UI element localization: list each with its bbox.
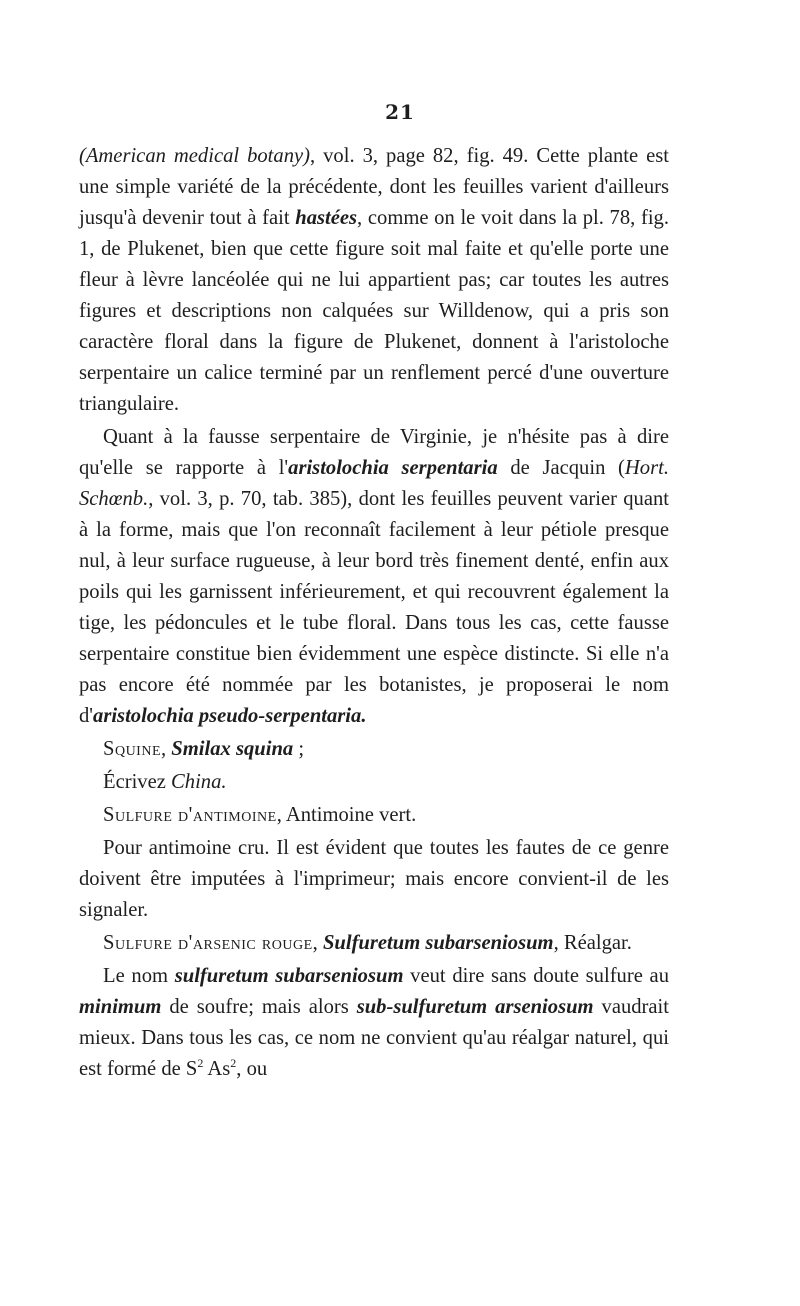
latin-term: sub-sulfuretum arseniosum [356,996,594,1018]
text-run: veut dire sans doute sulfure au [403,965,669,987]
paragraph-2 [79,422,669,732]
text-run: ; [293,738,305,760]
entry-heading: Sulfure d'arsenic rouge [103,932,313,954]
text-run: Écrivez [103,771,172,793]
emphasis: hastées [295,207,358,229]
text-run: , comme on le voit dans la pl. 78, fig. 1, de Plukenet, bien que cette figure soit mal faite et qu'elle porte une fleur à lèvre lancéolée qui ne lui appartient pas; car toutes les autres figures et descriptions non calquées sur Willdenow, qui a pris son caractère floral dans la figure de Plukenet, donnent à l'aristoloche serpentaire un calice terminé par un renflement percé d'une ouverture triangulaire. [79,207,669,415]
text-run: Quant à la fausse serpentaire de Virginie, je n'hésite pas à dire qu'elle se rapporte à l' [79,426,669,479]
text-run: de Jacquin ( [497,457,625,479]
species-name: aristolochia pseudo-serpentaria. [93,705,367,727]
entry-sulfure-arsenic [79,928,669,959]
text-run: , Antimoine vert. [276,804,417,826]
latin-term: sulfuretum subarseniosum [174,965,404,987]
text-run: de soufre; mais alors [161,996,357,1018]
text-run: Pour antimoine cru. Il est évident que toutes les fautes de ce genre doivent être imputées à l'imprimeur; mais encore convient-il de les signaler. [79,837,669,921]
entry-squine [79,734,669,765]
text-run: As [203,1058,231,1080]
latin-term: minimum [79,996,162,1018]
paragraph-1 [79,141,669,420]
entry-heading: Sulfure d'antimoine [103,804,277,826]
text-run: , vol. 3, page 82, fig. 49. Cette plante est une simple variété de la précédente, dont les feuilles varient d'ailleurs jusqu'à devenir tout à fait [79,145,669,229]
page-number: 21 [385,100,415,124]
text-run: vaudrait mieux. Dans tous les cas, ce nom ne convient qu'au réalgar naturel, qui est formé de S [79,996,670,1080]
text-run: Le nom [103,965,175,987]
reference-title: (American medical botany) [79,145,310,167]
page-body [79,141,669,1087]
entry-sulfure-antimoine [79,800,669,831]
paragraph-8 [79,961,669,1085]
correction-line [79,767,669,798]
text-run: , ou [236,1058,268,1080]
superscript: 2 [197,1056,204,1071]
text-run: , Réalgar. [553,932,632,954]
species-name: China. [171,771,227,793]
entry-heading: Squine [103,738,161,760]
text-run: , vol. 3, p. 70, tab. 385), dont les feuilles peuvent varier quant à la forme, mais que l'on reconnaît facilement à leur pétiole presque nul, à leur surface rugueuse, à leur bord très finement denté, enfin aux poils qui les garnissent inférieurement, et qui recouvrent également la tige, les pédoncules et le tube floral. Dans tous les cas, cette fausse serpentaire constitue bien évidemment une espèce distincte. Si elle n'a pas encore été nommée par les botanistes, je proposerai le nom d' [79,488,669,727]
text-run: , [161,738,172,760]
paragraph-6 [79,833,669,926]
superscript: 2 [230,1056,237,1071]
species-name: Smilax squina [171,738,294,760]
latin-term: Sulfuretum subarseniosum [322,932,554,954]
text-run: , [312,932,323,954]
reference-title: Hort. Schœnb. [79,457,669,510]
species-name: aristolochia serpentaria [288,457,498,479]
